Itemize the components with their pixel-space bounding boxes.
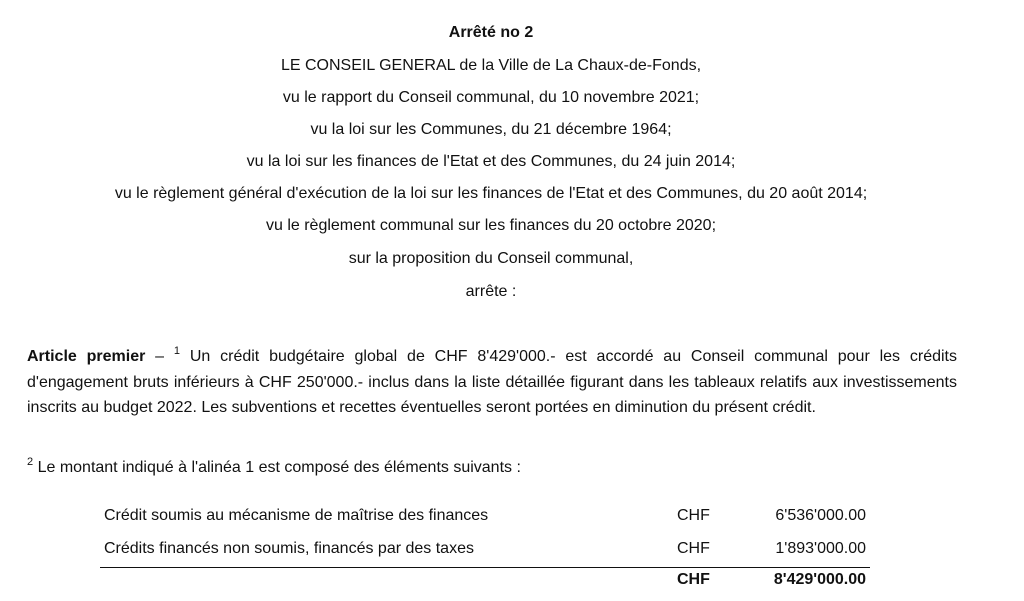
paragraph-number-2: 2 (27, 455, 34, 468)
table-row (0, 505, 1024, 527)
preamble-line-3: vu la loi sur les Communes, du 21 décembre 1964; (310, 121, 672, 138)
paragraph-number-1: 1 (173, 344, 181, 357)
preamble-line-4: vu la loi sur les finances de l'Etat et des Communes, du 24 juin 2014; (246, 153, 736, 170)
row-label: Crédits financés non soumis, financés par des taxes (104, 540, 474, 557)
preamble-line-5: vu le règlement général d'exécution de la loi sur les finances de l'Etat et des Communes, du 20 août 2014; (114, 185, 868, 202)
row-currency: CHF (677, 540, 710, 557)
row-amount: 1'893'000.00 (775, 540, 866, 557)
paragraph-2-text: Le montant indiqué à l'alinéa 1 est composé des éléments suivants : (33, 459, 521, 476)
row-label: Crédit soumis au mécanisme de maîtrise des finances (104, 507, 489, 524)
row-amount: 6'536'000.00 (775, 507, 866, 524)
decree-title: Arrêté no 2 (448, 24, 534, 41)
total-currency: CHF (677, 571, 710, 588)
article-dash: – (145, 348, 174, 365)
article-paragraph-2 (27, 455, 957, 481)
total-amount: 8'429'000.00 (773, 571, 866, 588)
row-currency: CHF (677, 507, 710, 524)
preamble-line-1: LE CONSEIL GENERAL de la Ville de La Chaux-de-Fonds, (280, 57, 702, 74)
total-divider (100, 567, 870, 568)
preamble-line-2: vu le rapport du Conseil communal, du 10 novembre 2021; (282, 89, 700, 106)
preamble-line-8: arrête : (465, 283, 517, 300)
table-row (0, 538, 1024, 560)
total-row (0, 569, 1024, 591)
preamble-line-6: vu le règlement communal sur les finances du 20 octobre 2020; (265, 217, 717, 234)
paragraph-1-text: Un crédit budgétaire global de CHF 8'429'000.- est accordé au Conseil communal pour les crédits d'engagement bruts inférieurs à CHF 250'000.- inclus dans la liste détaillée figurant dans les tableaux relatifs aux investissements inscrits au budget 2022. Les subventions et recettes éventuelles seront portées en diminution du présent crédit. (27, 348, 958, 416)
article-heading: Article premier (27, 348, 146, 365)
article-paragraph-1 (27, 344, 957, 421)
preamble-line-7: sur la proposition du Conseil communal, (348, 250, 634, 267)
